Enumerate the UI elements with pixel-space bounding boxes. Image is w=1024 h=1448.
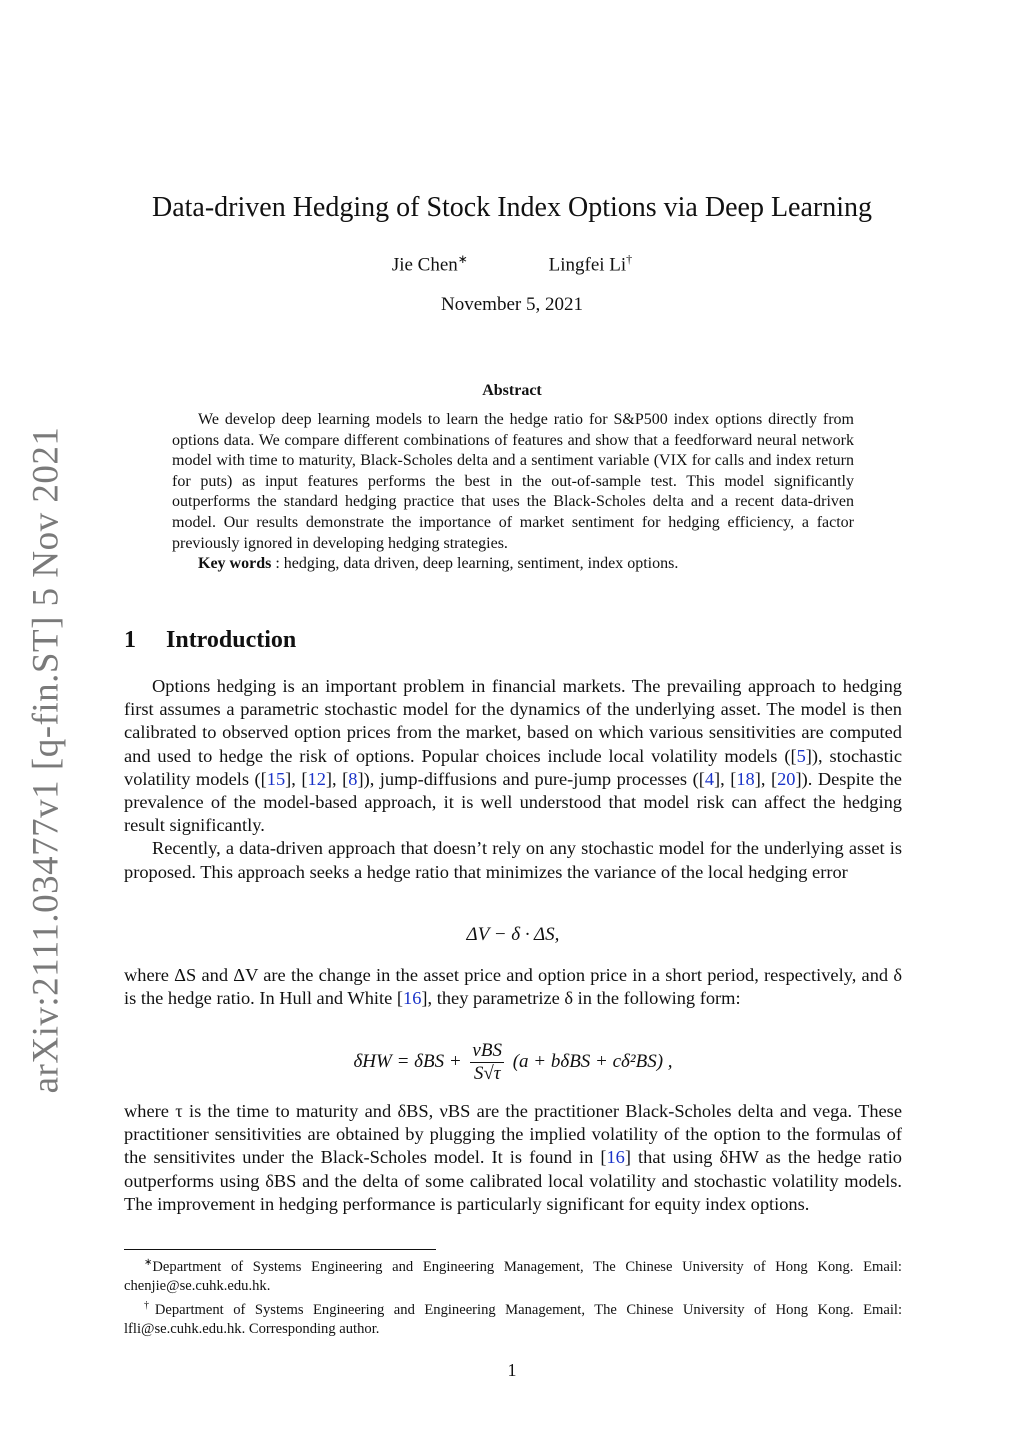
citation-link[interactable]: 8 xyxy=(348,768,358,789)
author-1-name: Jie Chen xyxy=(391,254,458,276)
author-2-footnote-mark[interactable]: † xyxy=(626,252,633,266)
paragraph-3 xyxy=(124,964,902,1010)
equation-hull-white-delta xyxy=(124,1040,902,1085)
author-list xyxy=(0,252,1024,276)
abstract-text: We develop deep learning models to learn the hedge ratio for S&P500 index options directly from options data. We compare different combinations of features and show that a feedforward neural network model with time to maturity, Black-Scholes delta and a sentiment variable (VIX for calls and index return for puts) as input features performs the best in the out-of-sample test. This model significantly outperforms the standard hedging practice that uses the Black-Scholes delta and a recent data-driven model. Our results demonstrate the importance of market sentiment for hedging efficiency, a factor previously ignored in developing hedging strategies. xyxy=(172,411,854,552)
text-run: ]), jump-diffusions and pure-jump processes ([ xyxy=(357,768,705,789)
section-title: Introduction xyxy=(166,627,297,653)
footnote-1-mark: ∗ xyxy=(144,1257,153,1268)
text-run: ]). Despite the prevalence of the model-based approach, it is well understood that model risk can affect the hedging result significantly. xyxy=(124,768,902,836)
citation-link[interactable]: 20 xyxy=(777,768,796,789)
author-2 xyxy=(549,252,633,276)
paragraph-4 xyxy=(124,1100,902,1216)
equation-hedging-error xyxy=(124,924,902,946)
citation-link[interactable]: 5 xyxy=(796,745,806,766)
keywords-label: Key words xyxy=(198,555,272,573)
footnote-1-text: Department of Systems Engineering and Engineering Management, The Chinese University of Hong Kong. Email: chenjie@se.cuhk.edu.hk. xyxy=(124,1258,902,1294)
footnote-divider xyxy=(124,1249,436,1250)
citation-link[interactable]: 15 xyxy=(266,768,286,789)
author-1-footnote-mark[interactable]: ∗ xyxy=(457,252,468,266)
equation-lhs: δHW = δBS + xyxy=(353,1050,462,1072)
fraction-numerator: νBS xyxy=(472,1040,502,1061)
keywords-line xyxy=(172,554,854,575)
text-run: ], they parametrize δ in the following form: xyxy=(421,988,741,1009)
abstract-body xyxy=(172,410,854,575)
abstract-heading: Abstract xyxy=(482,382,542,399)
text-run: ], [ xyxy=(285,768,308,789)
footnote-2-text: Department of Systems Engineering and Engineering Management, The Chinese University of Hong Kong. Email: lfli@se.cuhk.edu.hk. Corresponding author. xyxy=(124,1301,902,1337)
footnote-2 xyxy=(124,1296,902,1339)
text-run: ] that using δHW as the hedge ratio outperforms using δBS and the delta of some calibrated local volatility and stochastic volatility models. The improvement in hedging performance is particularly significant for equity index options. xyxy=(124,1147,903,1214)
section-heading-introduction xyxy=(124,627,296,654)
publication-date: November 5, 2021 xyxy=(441,294,583,315)
section-number: 1 xyxy=(124,627,136,653)
paragraph-2: Recently, a data-driven approach that doesn’t rely on any stochastic model for the underlying asset is proposed. This approach seeks a hedge ratio that minimizes the variance of the local hedging error xyxy=(124,838,902,882)
citation-link[interactable]: 18 xyxy=(736,768,755,789)
text-run: ]), stochastic volatility models ([ xyxy=(124,745,903,789)
fraction-denominator: S√τ xyxy=(473,1063,501,1084)
paper-title: Data-driven Hedging of Stock Index Options via Deep Learning xyxy=(151,192,872,223)
citation-link[interactable]: 16 xyxy=(606,1147,625,1168)
text-run: ], [ xyxy=(714,768,737,789)
citation-link[interactable]: 16 xyxy=(403,988,422,1009)
text-run: ], [ xyxy=(754,768,778,789)
paragraph-4-block xyxy=(124,1100,902,1216)
footnotes xyxy=(124,1253,902,1339)
footnote-1 xyxy=(124,1253,902,1296)
author-1 xyxy=(392,252,468,276)
citation-link[interactable]: 12 xyxy=(307,768,326,789)
keywords-list: : hedging, data driven, deep learning, sentiment, index options. xyxy=(271,555,679,573)
equation-rhs: (a + bδBS + cδ²BS) , xyxy=(512,1050,673,1072)
citation-link[interactable]: 4 xyxy=(704,768,715,789)
page-number: 1 xyxy=(507,1360,517,1380)
text-run: where τ is the time to maturity and δBS, νBS are the practitioner Black-Scholes delta and vega. These practitioner sensitivities are obtained by plugging the implied volatility of the option to the formulas of the sensitivites under the Black-Scholes model. It is found in [ xyxy=(124,1101,902,1168)
paragraph-1 xyxy=(124,675,902,837)
text-run: where ΔS and ΔV are the change in the asset price and option price in a short period, respectively, and δ is the hedge ratio. In Hull and White [ xyxy=(124,965,902,1009)
text-run: ], [ xyxy=(325,768,349,789)
intro-paragraphs xyxy=(124,675,902,884)
text-run: Options hedging is an important problem in financial markets. The prevailing approach to hedging first assumes a parametric stochastic model for the dynamics of the underlying asset. The model is then calibrated to observed option prices from the market, based on which various sensitivities are computed and used to hedge the risk of options. Popular choices include local volatility models ([ xyxy=(124,676,902,766)
paragraph-3-block xyxy=(124,964,902,1010)
arxiv-identifier[interactable]: arXiv:2111.03477v1 [q-fin.ST] 5 Nov 2021 xyxy=(25,426,67,1094)
equation-fraction xyxy=(470,1040,504,1085)
author-2-name: Lingfei Li xyxy=(548,254,627,276)
footnote-2-mark: † xyxy=(144,1299,155,1311)
equation-text: ΔV − δ · ΔS, xyxy=(466,924,560,945)
